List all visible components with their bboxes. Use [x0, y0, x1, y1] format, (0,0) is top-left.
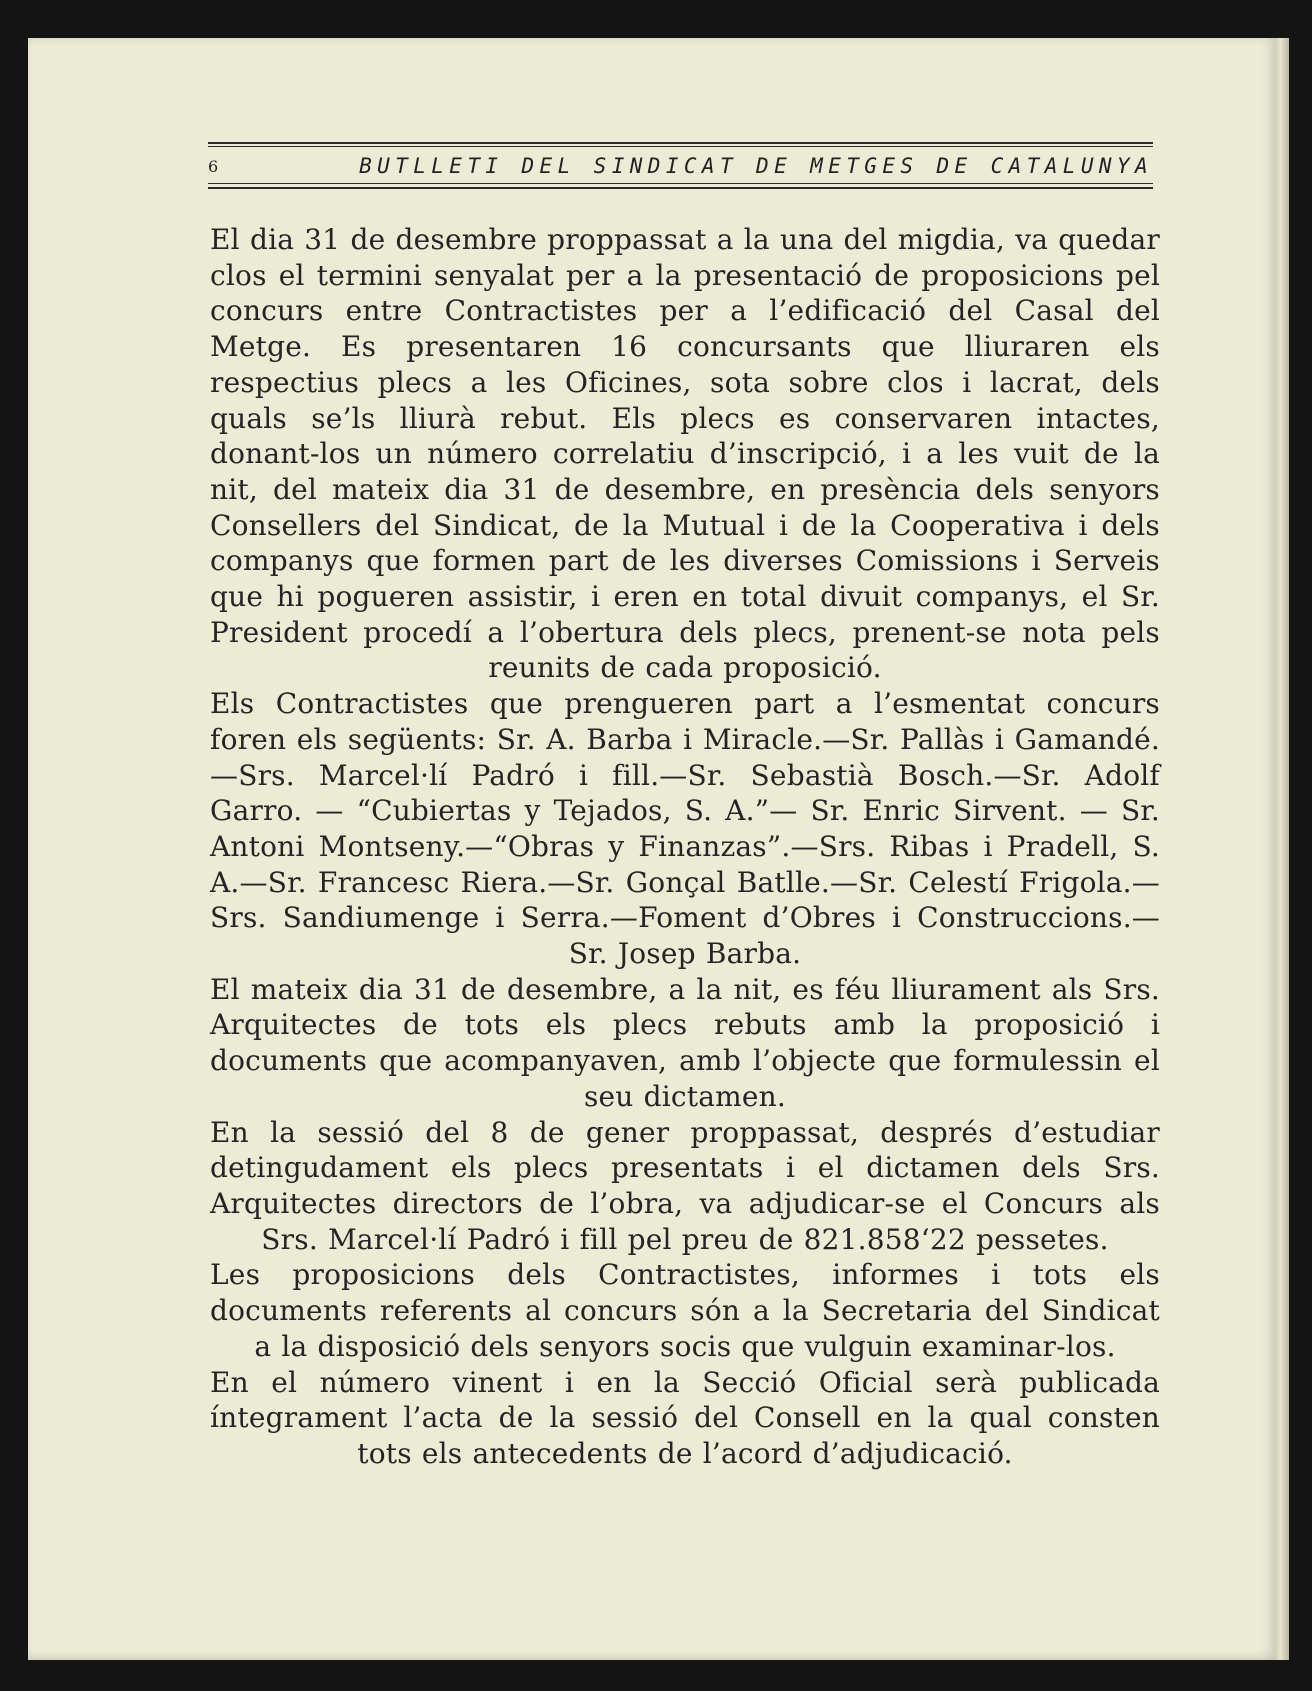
page-number: 6 [208, 156, 219, 176]
header-line [208, 152, 1153, 180]
journal-title: BUTLLETI DEL SINDICAT DE METGES DE CATALUNYA [359, 154, 1153, 178]
paragraph-opening: El dia 31 de desembre proppassat a la una del migdia, va quedar clos el termini senyalat per a la presentació de proposicions pel concurs entre Contractistes per a l’edificació del Casal del Metge. Es presentaren 16 concursants que lliuraren els respectius plecs a les Oficines, sota sobre clos i lacrat, dels quals se’ls lliurà rebut. Els plecs es conservaren intactes, donant-los un número correlatiu d’inscripció, i a les vuit de la nit, del mateix dia 31 de desembre, en presència dels senyors Consellers del Sindicat, de la Mutual i de la Cooperativa i dels companys que formen part de les diverses Comissions i Serveis que hi pogueren assistir, i eren en total divuit companys, el Sr. President procedí a l’obertura dels plecs, prenent-se nota pels reunits de cada proposició. [210, 223, 1160, 685]
paragraph-contractors: Els Contractistes que prengueren part a l’esmentat concurs foren els següents: Sr. A. Barba i Miracle.—Sr. Pallàs i Gamandé.—Srs. Marcel·lí Padró i fill.—Sr. Sebastià Bosch.—Sr. Adolf Garro. — “Cubiertas y Tejados, S. A.”— Sr. Enric Sirvent. — Sr. Antoni Montseny.—“Obras y Finanzas”.—Srs. Ribas i Pradell, S. A.—Sr. Francesc Riera.—Sr. Gonçal Batlle.—Sr. Celestí Frigola.—Srs. Sandiumenge i Serra.—Foment d’Obres i Construccions.—Sr. Josep Barba. [210, 687, 1160, 971]
header-rule-bottom [208, 187, 1153, 189]
paragraph-next-issue: En el número vinent i en la Secció Oficial serà publicada íntegrament l’acta de la sessió del Consell en la qual consten tots els antecedents de l’acord d’adjudicació. [210, 1365, 1160, 1470]
header-rule-bottom-thin [208, 183, 1153, 184]
running-head [208, 140, 1153, 192]
paragraph-documents: Les proposicions dels Contractistes, informes i tots els documents referents al concurs són a la Secretaria del Sindicat a la disposició dels senyors socis que vulguin examinar-los. [210, 1258, 1160, 1363]
paragraph-award: En la sessió del 8 de gener proppassat, després d’estudiar detingudament els plecs presentats i el dictamen dels Srs. Arquitectes directors de l’obra, va adjudicar-se el Concurs als Srs. Marcel·lí Padró i fill pel preu de 821.858‘22 pessetes. [210, 1115, 1160, 1256]
header-rule-top [208, 142, 1153, 144]
paragraph-delivery: El mateix dia 31 de desembre, a la nit, es féu lliurament als Srs. Arquitectes de tots els plecs rebuts amb la proposició i documents que acompanyaven, amb l’objecte que formulessin el seu dictamen. [210, 972, 1160, 1113]
article-body [210, 222, 1160, 1472]
page-edge [1275, 38, 1289, 1660]
header-rule-top-thin [208, 146, 1153, 147]
